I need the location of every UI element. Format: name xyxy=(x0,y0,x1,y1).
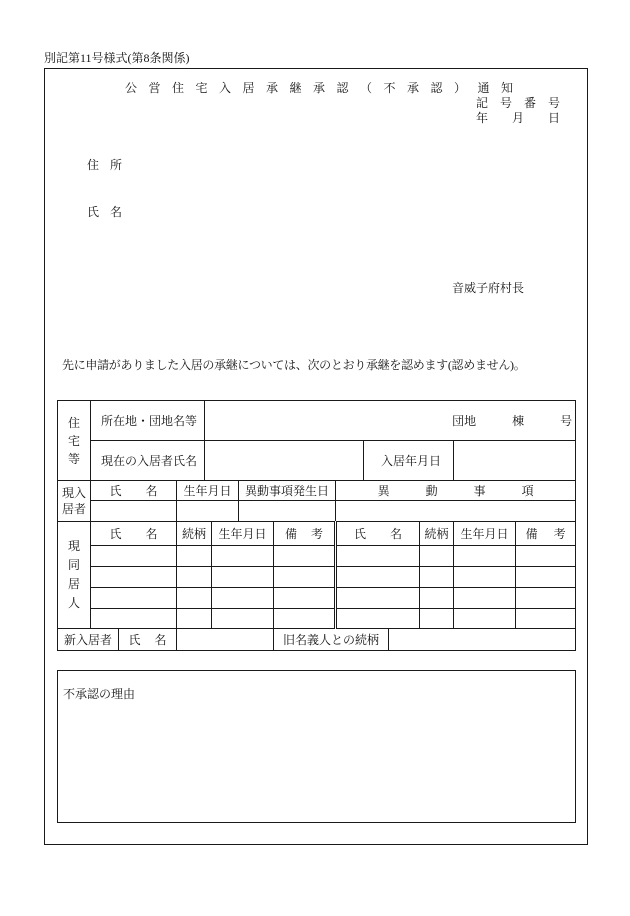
resident-name-header-text: 氏名 xyxy=(109,483,182,498)
cohabitant-header-row xyxy=(58,522,576,546)
cohabitant-remarks-header-2-text: 備考 xyxy=(525,526,582,541)
cohabitant-row xyxy=(58,546,576,567)
current-resident-header-row xyxy=(58,481,576,501)
current-resident-row xyxy=(58,501,576,522)
cohabitant-remarks-header-text: 備考 xyxy=(284,526,337,541)
rejection-reason-box xyxy=(57,670,576,823)
cohabitant-relation-cell xyxy=(177,567,212,588)
resident-name-cell xyxy=(91,501,177,522)
cohabitant-relation-header-2: 続柄 xyxy=(420,522,454,546)
cohabitant-section-label xyxy=(58,522,91,629)
cohabitant-relation-header: 続柄 xyxy=(177,522,212,546)
change-details-header-text: 異動事項 xyxy=(377,483,570,498)
cohabitant-name-header-2 xyxy=(336,522,426,546)
change-details-header xyxy=(336,481,576,501)
cohabitant-remarks-cell xyxy=(274,567,336,588)
cohabitant-name-cell xyxy=(336,567,420,588)
housing-label-text: 住宅等 xyxy=(68,415,81,466)
location-value-cell xyxy=(205,401,576,441)
cohabitant-birthdate-cell xyxy=(454,609,516,629)
cohabitant-name-header-2-text: 氏名 xyxy=(353,526,426,541)
approval-statement: 先に申請がありました入居の承継については、次のとおり承継を認めます(認めません)。 xyxy=(62,358,526,372)
cohabitant-remarks-cell xyxy=(516,588,576,609)
rejection-reason-label: 不承認の理由 xyxy=(63,687,136,701)
resident-birthdate-header: 生年月日 xyxy=(177,481,239,501)
cohabitant-relation-cell xyxy=(420,567,454,588)
resident-birthdate-cell xyxy=(177,501,239,522)
issuer-name: 音威子府村長 xyxy=(452,281,525,295)
form-reference: 別記第11号様式(第8条関係) xyxy=(44,51,190,65)
cohabitant-relation-cell xyxy=(420,588,454,609)
relation-to-former-holder-cell xyxy=(389,629,576,651)
move-in-date-cell xyxy=(454,441,576,481)
date-label: 年月日 xyxy=(476,111,585,125)
cohabitant-birthdate-cell xyxy=(454,588,516,609)
reference-number-label: 記号番号 xyxy=(476,96,573,110)
cohabitant-relation-cell xyxy=(420,546,454,567)
current-tenant-name-cell xyxy=(205,441,364,481)
housing-section-label xyxy=(58,401,91,481)
move-in-date-label: 入居年月日 xyxy=(364,441,454,481)
cohabitant-remarks-header-2 xyxy=(516,522,582,546)
current-resident-label-text: 現入居者 xyxy=(62,486,87,516)
cohabitant-relation-cell xyxy=(177,609,212,629)
new-tenant-name-cell xyxy=(177,629,274,651)
housing-row-tenant xyxy=(58,441,576,481)
cohabitant-name-cell xyxy=(91,588,177,609)
recipient-address-label: 住所 xyxy=(87,158,134,172)
cohabitant-row xyxy=(58,609,576,629)
cohabitant-remarks-cell xyxy=(274,609,336,629)
cohabitant-remarks-cell xyxy=(274,546,336,567)
cohabitant-remarks-header xyxy=(274,522,336,546)
cohabitant-name-cell xyxy=(336,546,420,567)
cohabitant-row xyxy=(58,567,576,588)
cohabitant-birthdate-cell xyxy=(212,546,274,567)
current-resident-section-label xyxy=(58,481,91,522)
cohabitant-birthdate-cell xyxy=(212,609,274,629)
housing-row-location xyxy=(58,401,576,441)
cohabitant-birthdate-cell xyxy=(454,567,516,588)
cohabitant-remarks-cell xyxy=(516,546,576,567)
cohabitant-row xyxy=(58,588,576,609)
change-date-header: 異動事項発生日 xyxy=(239,481,336,501)
new-tenant-name-label xyxy=(119,629,181,651)
relation-to-former-holder-label: 旧名義人との続柄 xyxy=(274,629,389,651)
unit-label: 号 xyxy=(560,413,573,428)
cohabitant-remarks-cell xyxy=(516,609,576,629)
current-tenant-name-label: 現在の入居者氏名 xyxy=(91,441,205,481)
location-label: 所在地・団地名等 xyxy=(91,401,205,441)
cohabitant-birthdate-cell xyxy=(454,546,516,567)
cohabitant-relation-cell xyxy=(177,546,212,567)
cohabitant-name-cell xyxy=(91,546,177,567)
succession-table xyxy=(57,400,582,651)
cohabitant-birthdate-cell xyxy=(212,567,274,588)
cohabitant-relation-cell xyxy=(420,609,454,629)
new-tenant-name-label-text: 氏名 xyxy=(128,632,181,647)
cohabitant-birthdate-cell xyxy=(212,588,274,609)
cohabitant-name-header xyxy=(91,522,182,546)
cohabitant-birthdate-header: 生年月日 xyxy=(212,522,274,546)
resident-name-header xyxy=(91,481,182,501)
cohabitant-label-text: 現同居人 xyxy=(68,539,81,610)
recipient-name-label: 氏名 xyxy=(87,205,134,219)
cohabitant-name-cell xyxy=(336,609,420,629)
cohabitant-remarks-cell xyxy=(516,567,576,588)
cohabitant-remarks-cell xyxy=(274,588,336,609)
cohabitant-name-cell xyxy=(91,567,177,588)
complex-label: 団地 xyxy=(452,413,477,428)
cohabitant-name-header-text: 氏名 xyxy=(109,526,182,541)
cohabitant-name-cell xyxy=(91,609,177,629)
document-title: 公営住宅入居承継承認（不承認）通知 xyxy=(125,81,525,95)
cohabitant-name-cell xyxy=(336,588,420,609)
new-tenant-label: 新入居者 xyxy=(58,629,119,651)
building-label: 棟 xyxy=(512,413,525,428)
change-date-cell xyxy=(239,501,336,522)
cohabitant-birthdate-header-2: 生年月日 xyxy=(454,522,516,546)
change-details-cell xyxy=(336,501,576,522)
new-tenant-row xyxy=(58,629,576,651)
cohabitant-relation-cell xyxy=(177,588,212,609)
